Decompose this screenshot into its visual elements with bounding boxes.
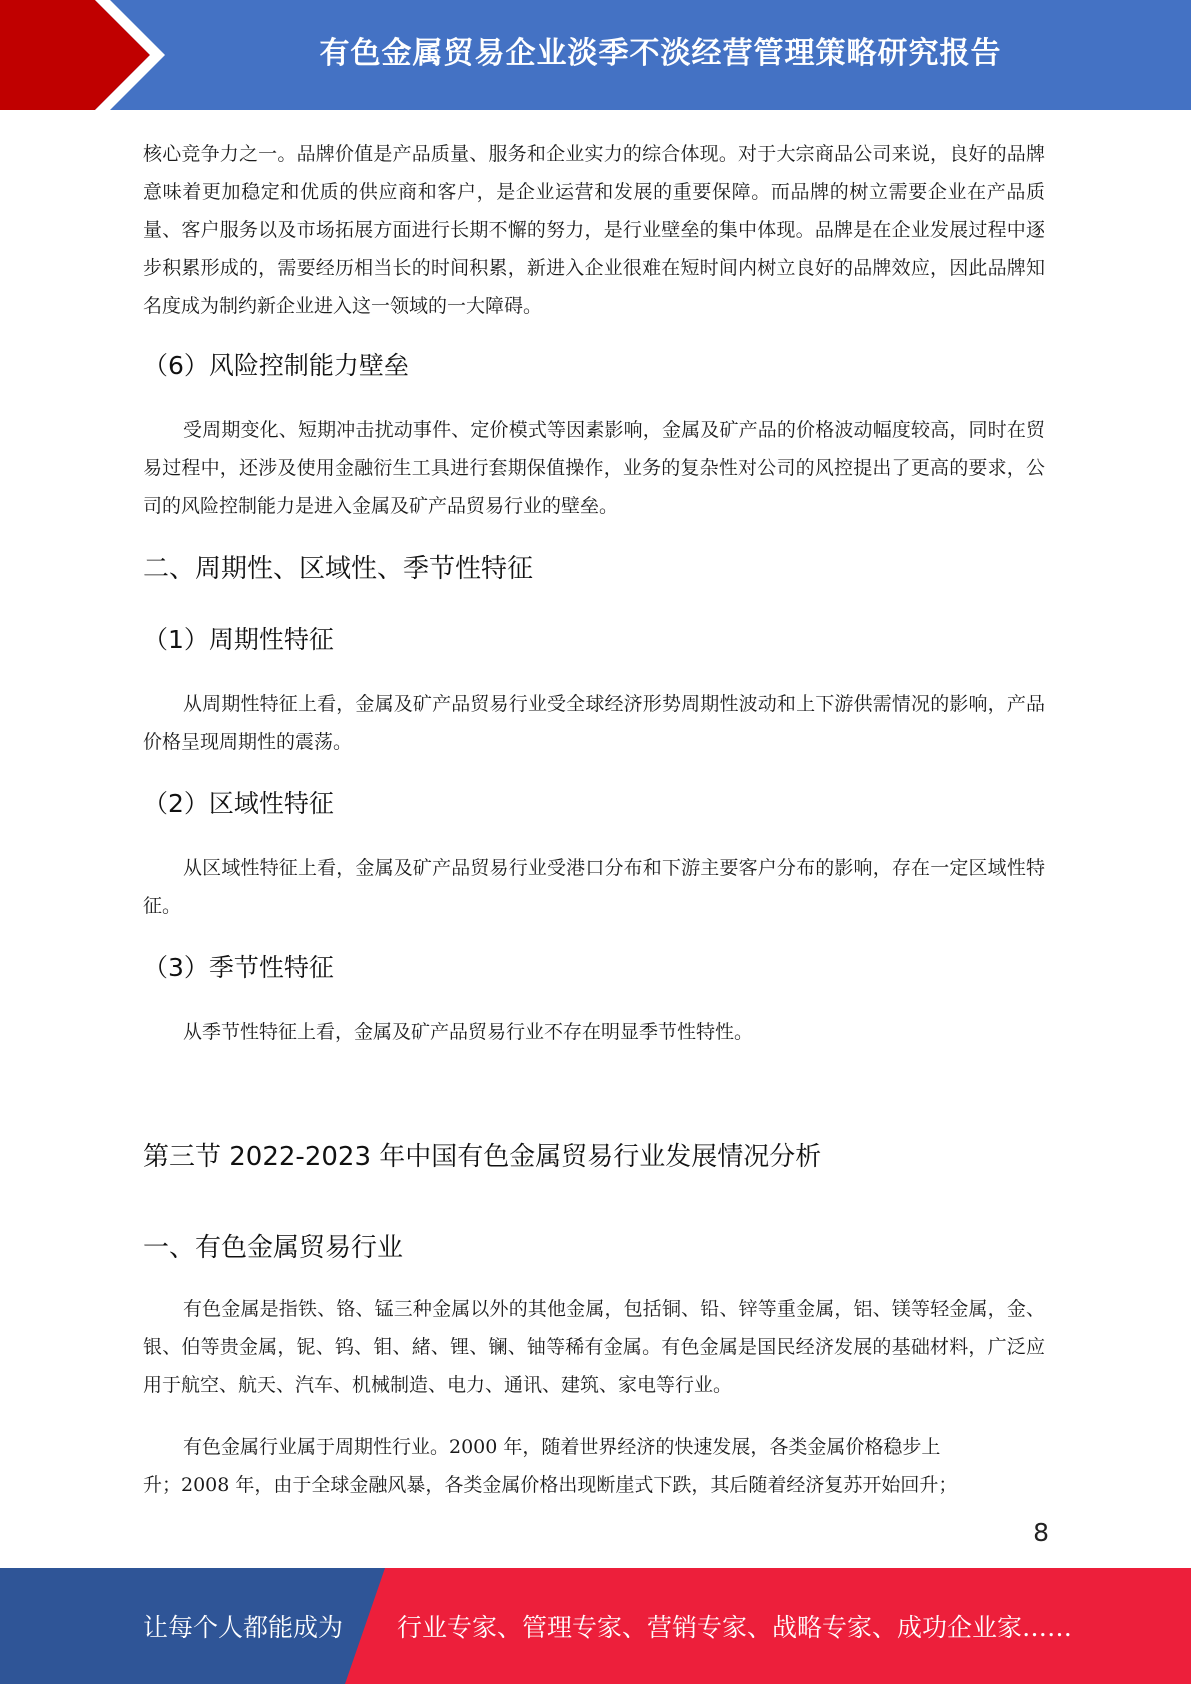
paragraph-regional: 从区域性特征上看，金属及矿产品贸易行业受港口分布和下游主要客户分布的影响，存在一定区域性特征。: [143, 857, 1045, 917]
heading-section-three: 第三节 2022-2023 年中国有色金属贸易行业发展情况分析: [143, 1142, 822, 1172]
paragraph-cycle-line-1: 有色金属行业属于周期性行业。2000 年，随着世界经济的快速发展，各类金属价格稳步上: [183, 1436, 941, 1458]
footer-slogan: 让每个人都能成为: [143, 1613, 344, 1642]
heading-nonferrous-trade: 一、有色金属贸易行业: [143, 1233, 404, 1263]
page-number: 8: [1033, 1518, 1049, 1547]
paragraph-seasonal: 从季节性特征上看，金属及矿产品贸易行业不存在明显季节性特性。: [183, 1021, 754, 1043]
page-footer: [0, 1568, 1191, 1684]
header-title: 有色金属贸易企业淡季不淡经营管理策略研究报告: [319, 36, 1002, 71]
heading-cyclical: （1）周期性特征: [143, 625, 334, 654]
paragraph-brand: 核心竞争力之一。品牌价值是产品质量、服务和企业实力的综合体现。对于大宗商品公司来说，良好的品牌意味着更加稳定和优质的供应商和客户，是企业运营和发展的重要保障。而品牌的树立需要企业在产品质量、客户服务以及市场拓展方面进行长期不懈的努力，是行业壁垒的集中体现。品牌是在企业发展过程中逐步积累形成的，需要经历相当长的时间积累，新进入企业很难在短时间内树立良好的品牌效应，因此品牌知名度成为制约新企业进入这一领域的一大障碍。: [143, 143, 1045, 317]
page-header: [0, 0, 1191, 110]
heading-features: 二、周期性、区域性、季节性特征: [143, 554, 534, 584]
paragraph-cycle-line-2: 升；2008 年，由于全球金融风暴，各类金属价格出现断崖式下跌，其后随着经济复苏开始回升；: [143, 1474, 958, 1496]
paragraph-nonferrous-definition: 有色金属是指铁、铬、锰三种金属以外的其他金属，包括铜、铅、锌等重金属，铝、镁等轻金属，金、银、伯等贵金属，铌、钨、钼、緒、锂、镧、铀等稀有金属。有色金属是国民经济发展的基础材料，广泛应用于航空、航天、汽车、机械制造、电力、通讯、建筑、家电等行业。: [143, 1298, 1045, 1396]
heading-seasonal: （3）季节性特征: [143, 953, 334, 982]
paragraph-cyclical: 从周期性特征上看，金属及矿产品贸易行业受全球经济形势周期性波动和上下游供需情况的影响，产品价格呈现周期性的震荡。: [143, 693, 1045, 753]
paragraph-risk-control: 受周期变化、短期冲击扰动事件、定价模式等因素影响，金属及矿产品的价格波动幅度较高，同时在贸易过程中，还涉及使用金融衍生工具进行套期保值操作，业务的复杂性对公司的风控提出了更高的要求，公司的风险控制能力是进入金属及矿产品贸易行业的壁垒。: [143, 419, 1045, 517]
heading-risk-control: （6）风险控制能力壁垒: [143, 351, 409, 380]
heading-regional: （2）区域性特征: [143, 789, 334, 818]
footer-roles: 行业专家、管理专家、营销专家、战略专家、成功企业家……: [397, 1613, 1073, 1642]
